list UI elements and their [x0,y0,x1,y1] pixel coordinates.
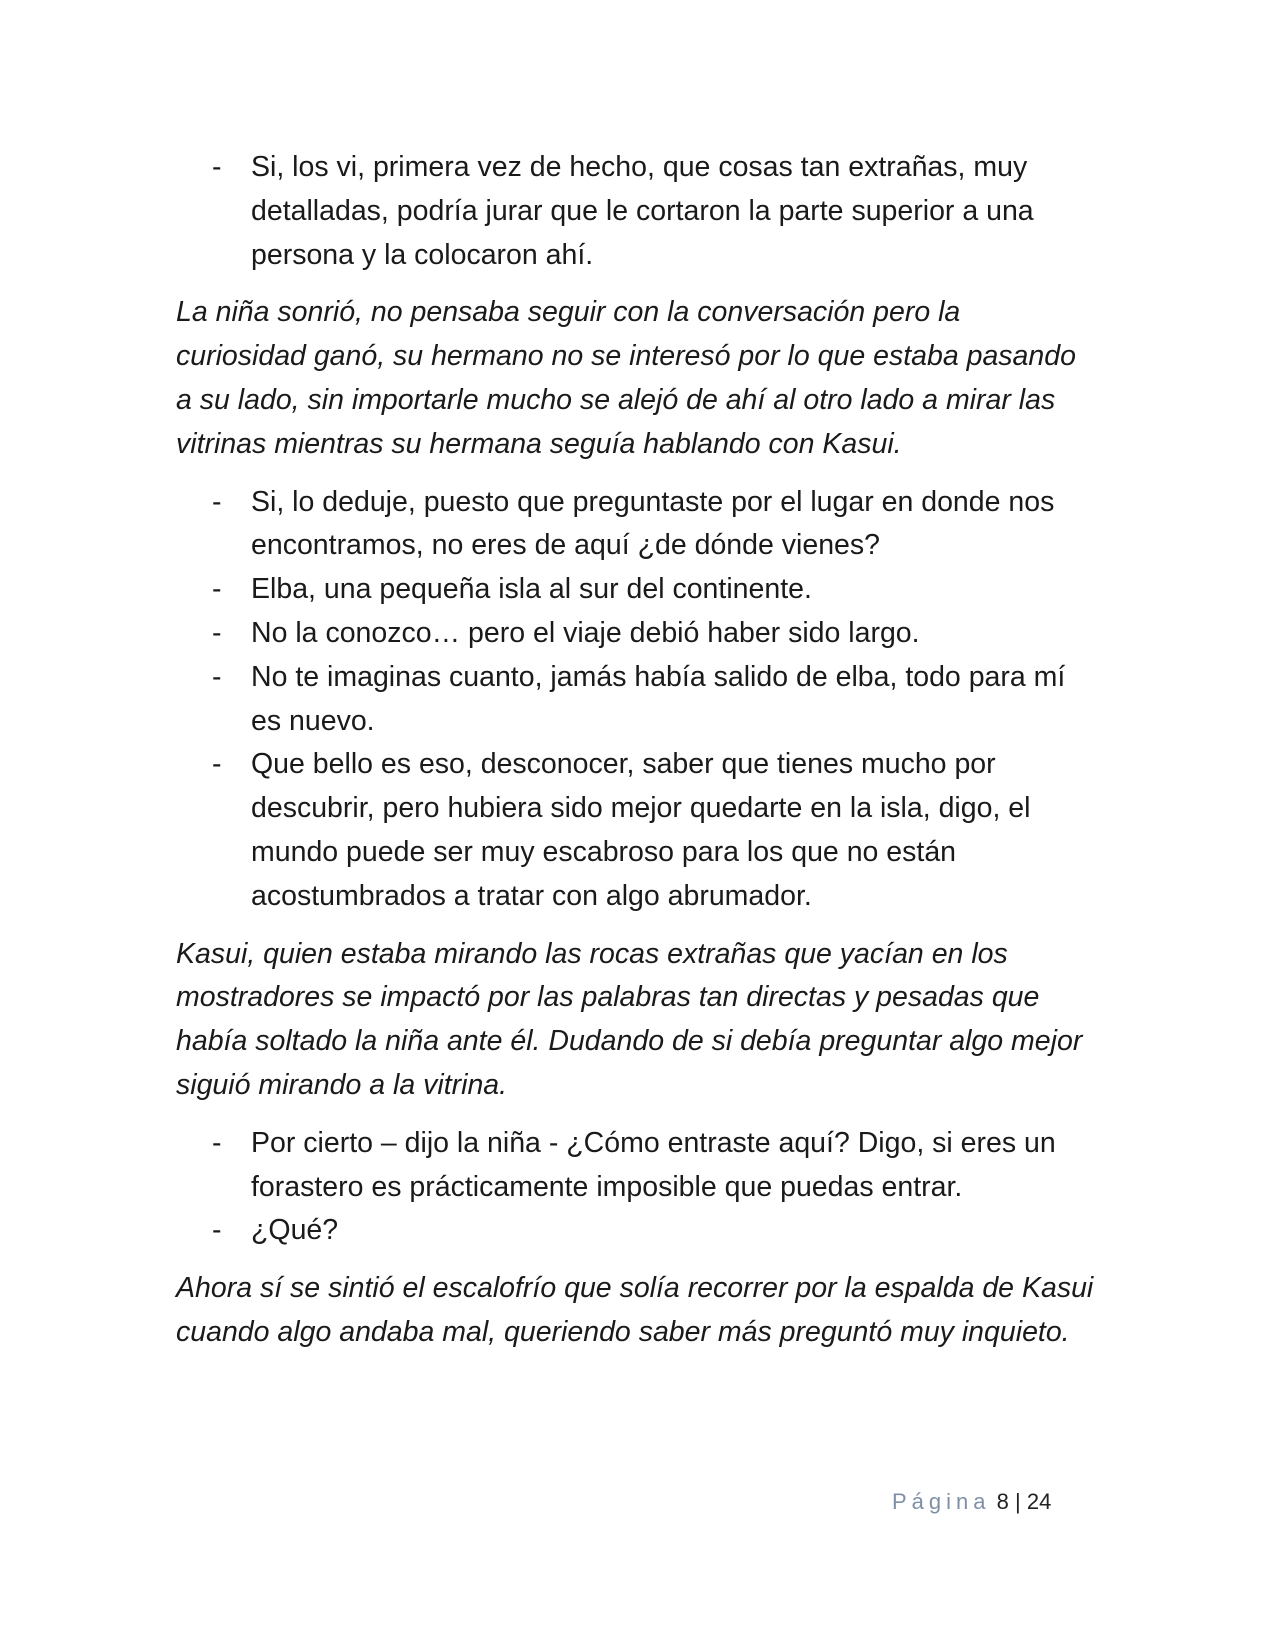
dialogue-line [176,568,1096,612]
page-separator: | [1015,1489,1021,1514]
narration-paragraph: Kasui, quien estaba mirando las rocas extrañas que yacían en los mostradores se impactó por las palabras tan directas y pesadas que había soltado la niña ante él. Dudando de si debía preguntar algo mejor siguió mirando a la vitrina. [176,937,1083,1101]
dialogue-dash: - [212,748,222,781]
dialogue-block [176,481,1096,919]
current-page-number: 8 [996,1489,1009,1514]
total-pages: 24 [1026,1489,1052,1514]
dialogue-text: No te imaginas cuanto, jamás había salido de elba, todo para mí es nuevo. [251,660,1066,737]
dialogue-dash: - [212,1214,222,1247]
page-body [176,146,1096,1355]
dialogue-block [176,146,1096,277]
dialogue-text: Si, los vi, primera vez de hecho, que cosas tan extrañas, muy detalladas, podría jurar que le cortaron la parte superior a una persona y la colocaron ahí. [251,151,1034,271]
dialogue-line [176,612,1096,656]
dialogue-line [176,656,1096,744]
dialogue-line [176,481,1096,569]
dialogue-line [176,743,1096,918]
dialogue-line [176,1209,1096,1253]
dialogue-line [176,1122,1096,1210]
dialogue-dash: - [212,616,222,649]
dialogue-text: Por cierto – dijo la niña - ¿Cómo entraste aquí? Digo, si eres un forastero es prácticamente imposible que puedas entrar. [251,1126,1056,1203]
dialogue-dash: - [212,1126,222,1159]
dialogue-dash: - [212,660,222,693]
dialogue-block [176,1122,1096,1253]
narration-paragraph: Ahora sí se sintió el escalofrío que solía recorrer por la espalda de Kasui cuando algo andaba mal, queriendo saber más preguntó muy inquieto. [176,1272,1094,1348]
dialogue-line [176,146,1096,277]
dialogue-text: No la conozco… pero el viaje debió haber sido largo. [251,616,920,649]
dialogue-dash: - [212,151,222,183]
narration-paragraph: La niña sonrió, no pensaba seguir con la conversación pero la curiosidad ganó, su hermano no se interesó por lo que estaba pasando a su lado, sin importarle mucho se alejó de ahí al otro lado a mirar las vitrinas mientras su hermana seguía hablando con Kasui. [176,296,1076,460]
dialogue-text: Elba, una pequeña isla al sur del continente. [251,573,812,606]
dialogue-text: ¿Qué? [251,1214,339,1247]
dialogue-text: Si, lo deduje, puesto que preguntaste por el lugar en donde nos encontramos, no eres de aquí ¿de dónde vienes? [251,485,1055,562]
dialogue-text: Que bello es eso, desconocer, saber que tienes mucho por descubrir, pero hubiera sido mejor quedarte en la isla, digo, el mundo puede ser muy escabroso para los que no están acostumbrados a tratar con algo abrumador. [251,748,1031,912]
dialogue-dash: - [212,485,222,518]
dialogue-dash: - [212,573,222,606]
page-label: Página [892,1489,991,1514]
page-number-footer [892,1488,1051,1516]
